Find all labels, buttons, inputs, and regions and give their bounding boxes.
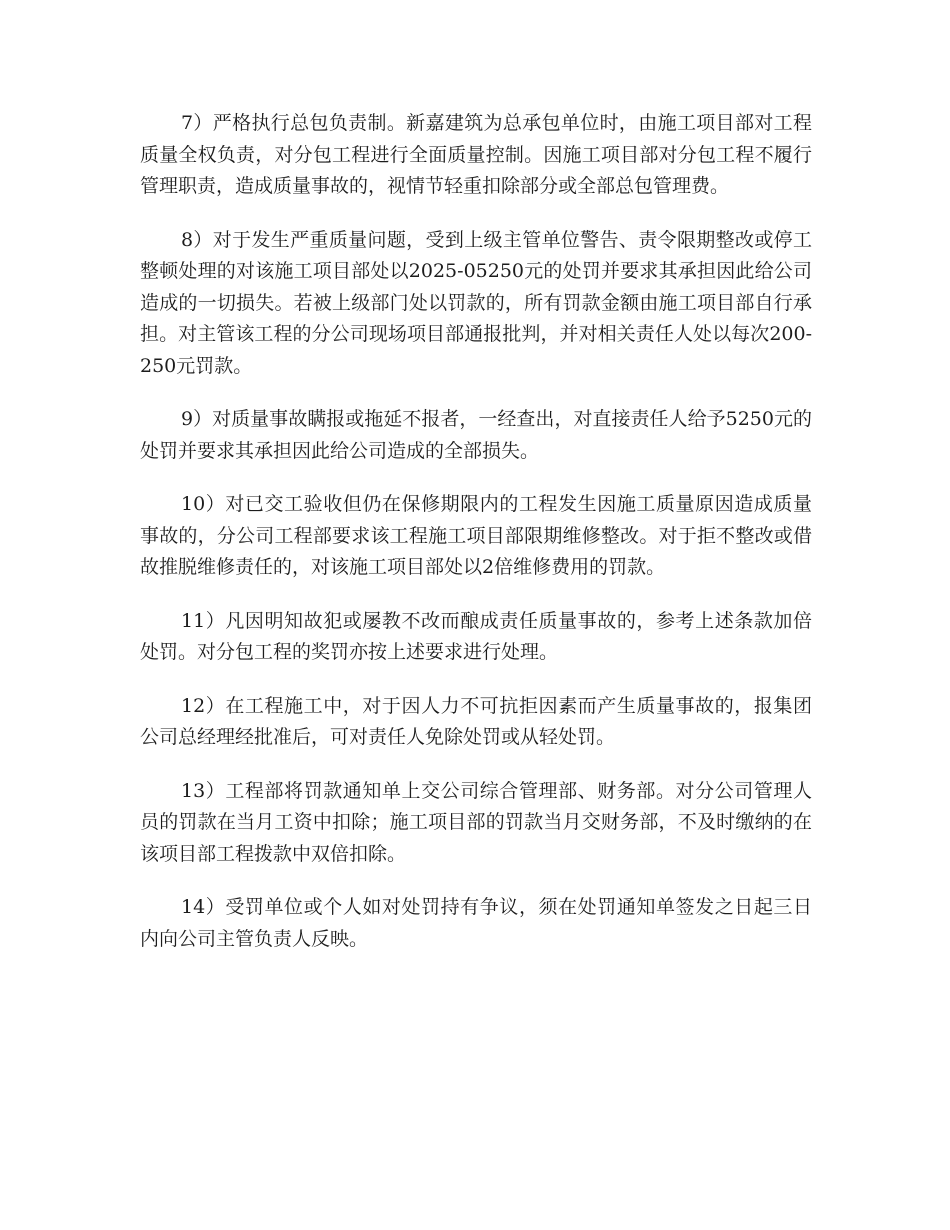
clause-10-paragraph: 10）对已交工验收但仍在保修期限内的工程发生因施工质量原因造成质量事故的，分公司工程部要求该工程施工项目部限期维修整改。对于拒不整改或借故推脱维修责任的，对该施工项目部处以2倍维修费用的罚款。 [140,493,812,578]
document-body [140,108,812,977]
clause-12-paragraph: 12）在工程施工中，对于因人力不可抗拒因素而产生质量事故的，报集团公司总经理经批准后，可对责任人免除处罚或从轻处罚。 [140,694,812,748]
clause-9-paragraph: 9）对质量事故瞒报或拖延不报者，一经查出，对直接责任人给予5250元的处罚并要求其承担因此给公司造成的全部损失。 [140,408,812,462]
clause-14-paragraph: 14）受罚单位或个人如对处罚持有争议，须在处罚通知单签发之日起三日内向公司主管负责人反映。 [140,896,812,950]
clause-8-paragraph: 8）对于发生严重质量问题，受到上级主管单位警告、责令限期整改或停工整顿处理的对该施工项目部处以2025-05250元的处罚并要求其承担因此给公司造成的一切损失。若被上级部门处以罚款的，所有罚款金额由施工项目部自行承担。对主管该工程的分公司现场项目部通报批判，并对相关责任人处以每次200-250元罚款。 [140,228,812,377]
clause-11-paragraph: 11）凡因明知故犯或屡教不改而酿成责任质量事故的，参考上述条款加倍处罚。对分包工程的奖罚亦按上述要求进行处理。 [140,609,812,663]
clause-7-paragraph: 7）严格执行总包负责制。新嘉建筑为总承包单位时，由施工项目部对工程质量全权负责，对分包工程进行全面质量控制。因施工项目部对分包工程不履行管理职责，造成质量事故的，视情节轻重扣除部分或全部总包管理费。 [140,112,812,197]
clause-13-paragraph: 13）工程部将罚款通知单上交公司综合管理部、财务部。对分公司管理人员的罚款在当月工资中扣除；施工项目部的罚款当月交财务部，不及时缴纳的在该项目部工程拨款中双倍扣除。 [140,779,812,865]
